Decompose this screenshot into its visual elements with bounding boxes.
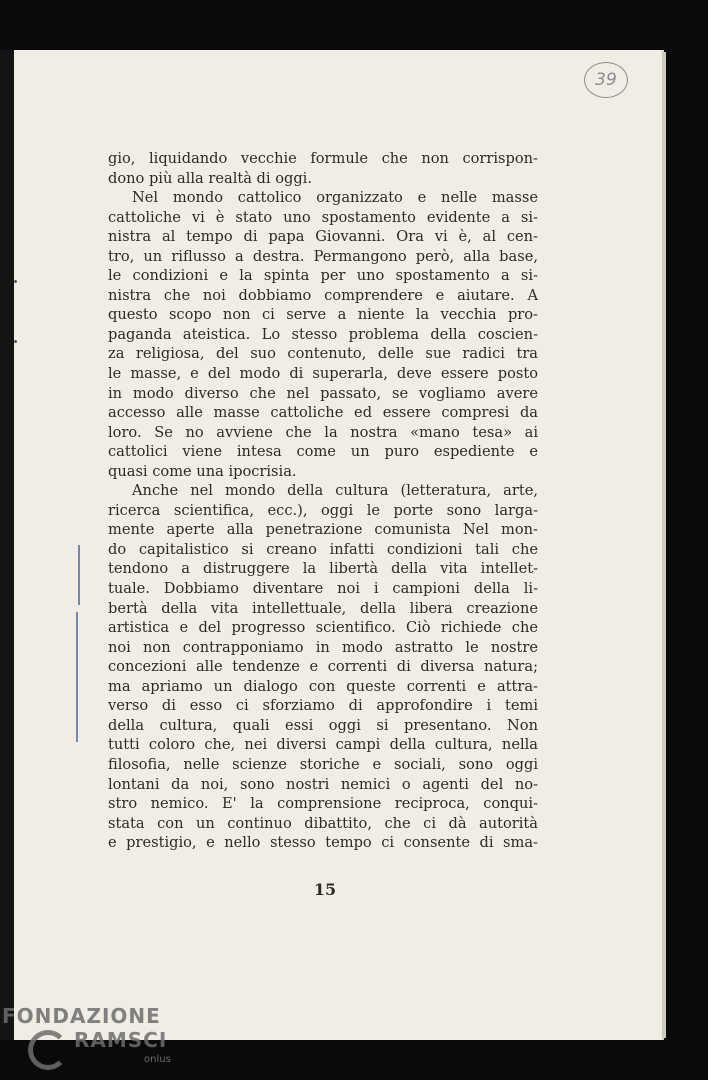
watermark-onlus-text: onlus (144, 1054, 171, 1065)
text-line: nistra che noi dobbiamo comprendere e aiutare. A (108, 286, 538, 304)
body-text (108, 149, 538, 853)
text-line: stro nemico. E' la comprensione reciproca, conqui- (108, 795, 538, 813)
text-line: in modo diverso che nel passato, se vogliamo avere (108, 384, 538, 402)
text-line: do capitalistico si creano infatti condizioni tali che (108, 540, 538, 558)
handwritten-folio-number: 39 (584, 62, 628, 98)
text-line: le masse, e del modo di superarla, deve essere posto (108, 365, 538, 383)
text-line: accesso alle masse cattoliche ed essere compresi da (108, 404, 538, 422)
text-line: lontani da noi, sono nostri nemici o agenti del no- (108, 775, 538, 793)
text-line: verso di esso ci sforziamo di approfondire i temi (108, 697, 538, 715)
text-line: questo scopo non ci serve a niente la vecchia pro- (108, 306, 538, 324)
text-line: concezioni alle tendenze e correnti di diversa natura; (108, 658, 538, 676)
text-line: tuale. Dobbiamo diventare noi i campioni della li- (108, 580, 538, 598)
text-line: tendono a distruggere la libertà della vita intellet- (108, 560, 538, 578)
page-number: 15 (313, 880, 337, 899)
text-line: paganda ateistica. Lo stesso problema della coscien- (108, 325, 538, 343)
watermark-gramsci-text: RAMSCI (74, 1028, 168, 1052)
text-line: za religiosa, del suo contenuto, delle sue radici tra (108, 345, 538, 363)
text-line: le condizioni e la spinta per uno spostamento a si- (108, 267, 538, 285)
text-line: nistra al tempo di papa Giovanni. Ora vi è, al cen- (108, 228, 538, 246)
text-line: cattoliche vi è stato uno spostamento evidente a si- (108, 208, 538, 226)
text-line: filosofia, nelle scienze storiche e sociali, sono oggi (108, 755, 538, 773)
text-line: ricerca scientifica, ecc.), oggi le porte sono larga- (108, 501, 538, 519)
text-line: cattolici viene intesa come un puro espediente e (108, 443, 538, 461)
margin-pencil-mark (76, 612, 78, 742)
text-line: Anche nel mondo della cultura (letteratura, arte, (132, 482, 538, 500)
text-line: dono più alla realtà di oggi. (108, 169, 312, 187)
text-line: stata con un continuo dibattito, che ci dà autorità (108, 814, 538, 832)
page-stack-edge (662, 52, 666, 1038)
left-page-edge (0, 50, 14, 1040)
text-line: della cultura, quali essi oggi si presentano. Non (108, 716, 538, 734)
text-line: artistica e del progresso scientifico. Ciò richiede che (108, 619, 538, 637)
binding-hole-mark (14, 280, 17, 283)
text-line: tutti coloro che, nei diversi campi della cultura, nella (108, 736, 538, 754)
text-line: gio, liquidando vecchie formule che non corrispon- (108, 150, 538, 167)
text-line: quasi come una ipocrisia. (108, 462, 297, 480)
text-line: mente aperte alla penetrazione comunista Nel mon- (108, 521, 538, 539)
text-line: loro. Se no avviene che la nostra «mano tesa» ai (108, 423, 538, 441)
margin-pencil-mark (78, 545, 80, 605)
text-line: noi non contrapponiamo in modo astratto le nostre (108, 638, 538, 656)
text-line: bertà della vita intellettuale, della libera creazione (108, 599, 538, 617)
text-line: e prestigio, e nello stesso tempo ci consente di sma- (108, 834, 538, 852)
binding-hole-mark (14, 340, 17, 343)
text-line: Nel mondo cattolico organizzato e nelle masse (132, 189, 538, 207)
text-line: tro, un riflusso a destra. Permangono però, alla base, (108, 247, 538, 265)
watermark-g-logo-icon (28, 1030, 68, 1070)
text-line: ma apriamo un dialogo con queste correnti e attra- (108, 677, 538, 695)
watermark-foundation-text: FONDAZIONE (2, 1004, 161, 1028)
